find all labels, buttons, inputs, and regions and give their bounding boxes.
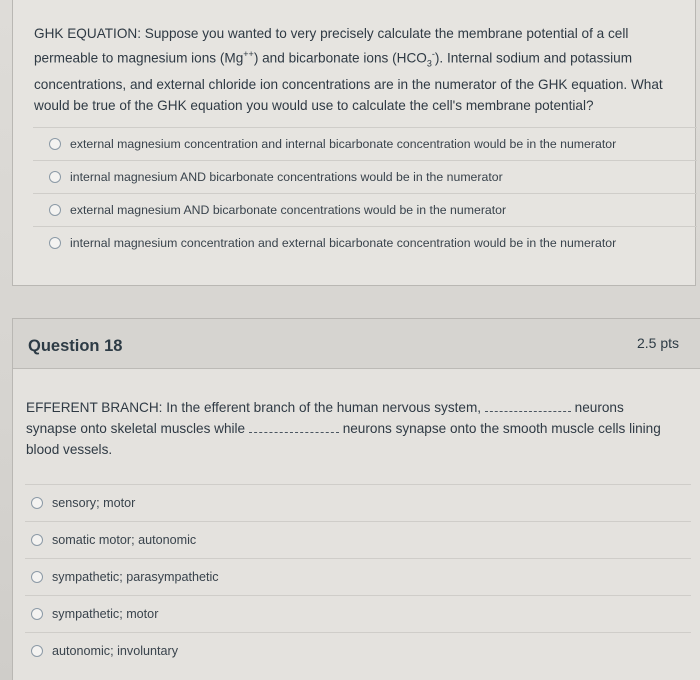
answer-option[interactable] (25, 595, 691, 632)
answer-option[interactable] (33, 226, 697, 259)
question-17-card (12, 0, 696, 286)
radio-button[interactable] (31, 608, 43, 620)
radio-button[interactable] (49, 138, 61, 150)
question-17-text: GHK EQUATION: Suppose you wanted to very precisely calculate the membrane potential of a cell permeable to magnesium ions (Mg++) and bicarbonate ions $(HCO_3^-)$. Internal sodium and potassium concentrations, and external chloride ion concentrations are in the numerator of the GHK equation. What would be true of the GHK equation you would use to calculate the cell's membrane potential? (34, 26, 663, 114)
answer-option[interactable] (25, 484, 691, 521)
radio-button[interactable] (31, 534, 43, 546)
answer-option[interactable] (33, 193, 697, 226)
question-18-card (12, 318, 700, 680)
fill-in-blank (485, 399, 571, 412)
radio-button[interactable] (49, 237, 61, 249)
answer-option[interactable] (25, 632, 691, 669)
answer-label: internal magnesium concentration and external bicarbonate concentration would be in the numerator (70, 236, 617, 250)
answer-label: somatic motor; autonomic (52, 533, 197, 547)
question-18-text: EFFERENT BRANCH: In the efferent branch of the human nervous system, neurons synapse onto skeletal muscles while neurons synapse onto the smooth muscle cells lining blood vessels. (26, 400, 661, 457)
radio-button[interactable] (31, 571, 43, 583)
answer-label: sympathetic; parasympathetic (52, 570, 219, 584)
answer-label: external magnesium AND bicarbonate concentrations would be in the numerator (70, 203, 507, 217)
question-17-answers (33, 127, 697, 259)
answer-label: internal magnesium AND bicarbonate concentrations would be in the numerator (70, 170, 503, 184)
answer-option[interactable] (25, 558, 691, 595)
answer-label: autonomic; involuntary (52, 644, 179, 658)
radio-button[interactable] (49, 204, 61, 216)
radio-button[interactable] (31, 497, 43, 509)
radio-button[interactable] (49, 171, 61, 183)
fill-in-blank (249, 420, 339, 433)
question-points: 2.5 pts (636, 335, 679, 351)
answer-option[interactable] (25, 521, 691, 558)
answer-option[interactable] (33, 160, 697, 193)
question-header (13, 319, 700, 369)
answer-label: sensory; motor (52, 496, 136, 510)
answer-option[interactable] (33, 127, 697, 160)
radio-button[interactable] (31, 645, 43, 657)
question-18-answers (25, 484, 691, 669)
answer-label: sympathetic; motor (52, 607, 159, 621)
question-title: Question 18 (28, 337, 123, 355)
answer-label: external magnesium concentration and internal bicarbonate concentration would be in the numerator (70, 137, 617, 151)
